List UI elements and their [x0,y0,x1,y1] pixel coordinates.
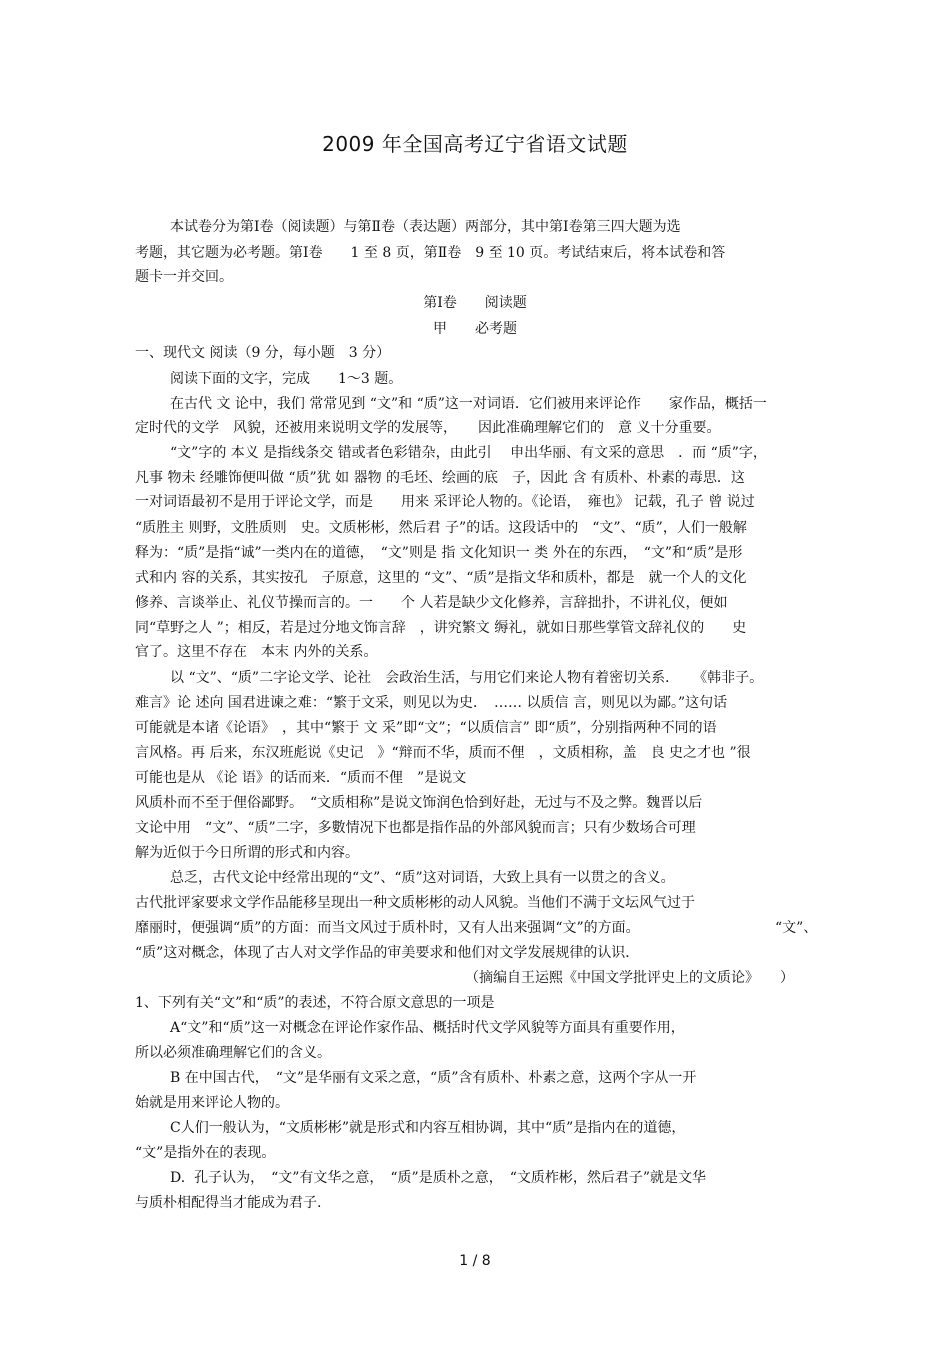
passage-line: 风质朴而不至于俚俗鄙野。 “文质相称”是说文饰润色恰到好赴，无过与不及之弊。魏晋以后 [135,795,703,811]
passage-line: 言风格。再 后来，东汉班彪说《史记 》“辩而不华，质而不俚 ，文质相称，盖 良 史之才也 ”很 [135,745,751,761]
passage-line: 在古代 文 论中，我们 常常见到 “文”和 “质”这一对词语．它们被用来评论作 家作品，概括一 [170,396,767,412]
passage-line: 解为近似于今日所谓的形式和内容。 [135,845,359,861]
passage-line: 一对词语最初不是用于评论文学，而是 用来 采评论人物的。《论语， 雍也》 记载，孔子 曾 说过 [135,494,755,510]
document-title: 2009 年全国高考辽宁省语文试题 [322,132,628,156]
instruction: 阅读下面的文字，完成 1～3 题。 [170,371,403,387]
passage-line: 以 “文”、“质”二字论文学、论社 会政治生活，与用它们来论人物有着密切关系． 《韩非子。 [170,670,764,686]
question-stem: 1、下列有关“文”和“质”的表述，不符合原文意思的一项是 [135,995,495,1011]
passage-line: 释为：“质”是指“诚”一类内在的道德， “文”则是 指 文化知识一 类 外在的东西， “文”和“质”是形 [135,545,743,561]
option-line: D. 孔子认为， “文”有文华之意， “质”是质朴之意， “文质柞彬，然后君子”就是文华 [170,1170,707,1186]
option-line: 始就是用来评论人物的。 [135,1095,289,1111]
passage-line: “文”、 [775,920,818,936]
option-line: B 在中国古代， “文”是华丽有文采之意，“质”含有质朴、朴素之意，这两个字从一开 [170,1070,697,1086]
intro-line: 题卡一并交回。 [135,269,233,285]
option-line: C人们一般认为，“文质彬彬”就是形式和内容互相协调，其中“质”是指内在的道德， [170,1120,686,1136]
passage-line: 同“草野之人 ”；相反，若是过分地文饰言辞 ，讲究繁文 缛礼，就如日那些掌管文辞礼仪的 史 [135,620,747,636]
passage-line: 凡事 物未 经雕饰便叫做 “质”犹 如 器物 的毛坯、绘画的底 子，因此 含 有质朴、朴素的毒思．这 [135,470,745,486]
option-line: 所以必须准确理解它们的含义。 [135,1045,331,1061]
option-line: “文”是指外在的表现。 [135,1145,276,1161]
passage-line: 定时代的文学 风貌，还被用来说明文学的发展等， 因此准确理解它们的 意 义十分重要。 [135,420,721,436]
passage-line: 难言》论 述向 国君进谏之难：“繁于文采，则见以为史． …… 以质信 言，则见以为鄙。”这句话 [135,695,728,711]
passage-line: 靡丽时，便强调“质”的方面：而当文风过于质朴时，又有人出来强调“文”的方面。 [135,920,640,936]
passage-line: 官了。这里不存在 本末 内外的关系。 [135,644,378,660]
option-line: 与质朴相配得当才能成为君子. [135,1195,322,1211]
passage-line: “质胜主 则野，文胜质则 史。文质彬彬，然后君 子”的话。这段话中的 “文”、“质”，人们一般解 [135,520,747,536]
passage-line: “文”字的 本义 是指线条交 错或者色彩错杂，由此引 申出华丽、有文采的意思 ．而 “质”字， [170,445,767,461]
page-number: 1 / 8 [459,1253,491,1269]
passage-line: 可能就是本诸《论语》 ，其中“繁于 文 采”即“文”；“以质信言” 即“质”，分别指两种不同的语 [135,720,717,736]
part-heading: 一、现代文 阅读（9 分，每小题 3 分） [135,345,391,361]
passage-line: 可能也是从 《论 语》的话而来．“质而不俚 ”是说文 [135,770,467,786]
option-line: A“文”和“质”这一对概念在评论作家作品、概括时代文学风貌等方面具有重要作用， [170,1020,685,1036]
passage-line: 式和内 容的关系，其实按孔 子原意，这里的 “文”、“质”是指文华和质朴，都是 就一个人的文化 [135,570,747,586]
passage-line: 总乏，古代文论中经常出现的“文”、“质”这对词语，大致上具有一以贯之的含义。 [170,870,675,886]
passage-line: “质”这对概念，体现了古人对文学作品的审美要求和他们对文学发展规律的认识． [135,945,640,961]
section-title: 第Ⅰ卷 阅读题 [423,295,527,311]
source-citation: （摘编自王运熙《中国文学批评史上的文质论》 ） [465,970,794,986]
subsection-title: 甲 必考题 [433,321,517,337]
passage-line: 文论中用 “文”、“质”二字，多數情况下也都是指作品的外部风貌而言；只有少数场合可理 [135,820,696,836]
passage-line: 修养、言谈举止、礼仪节操而言的。一 个 人若是缺少文化修养，言辞拙扑，不讲礼仪，便如 [135,595,728,611]
intro-line: 考题，其它题为必考题。第Ⅰ卷 1 至 8 页，第Ⅱ卷 9 至 10 页。考试结束后，将本试卷和答 [135,245,726,261]
passage-line: 古代批评家要求文学作品能移呈现出一种文质彬彬的动人风貌。当他们不满于文坛风气过于 [135,895,695,911]
intro-line: 本试卷分为第Ⅰ卷（阅读题）与第Ⅱ卷（表达题）两部分，其中第Ⅰ卷第三四大题为选 [170,219,681,235]
